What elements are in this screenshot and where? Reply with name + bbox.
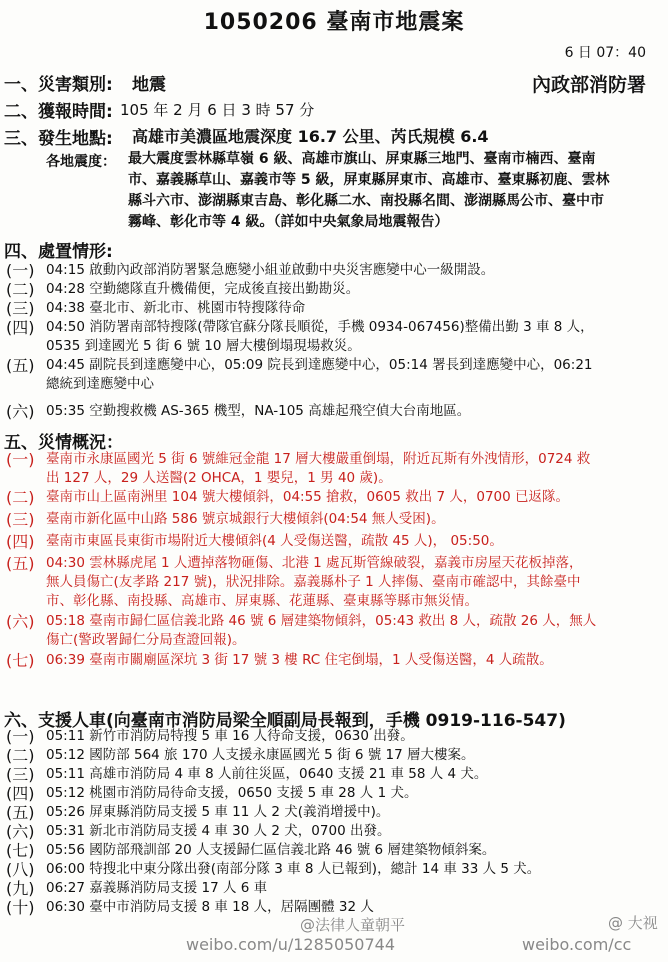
item-number: (六) [6,612,35,631]
item-number: (四) [6,784,35,803]
watermark-url-left: weibo.com/u/1285050744 [186,935,396,954]
support-item [6,860,664,879]
item-text [46,860,664,879]
item-text-line: 06:27 嘉義縣消防局支援 17 人 6 車 [46,880,268,896]
item-text-line: 傷亡(警政署歸仁分局查證回報)。 [46,632,246,648]
damage-item [6,612,664,650]
item-text-line: 臺南市東區長東街市場附近大樓傾斜(4 人受傷送醫，疏散 45 人)， 05:50。 [46,533,503,549]
item-number: (六) [6,402,35,421]
disposal-item [6,280,664,299]
item-text [46,841,664,860]
item-number: (四) [6,318,35,337]
item-number: (二) [6,280,35,299]
item-text [46,299,664,318]
category-label: 一、災害類別: [4,75,113,95]
item-number: (二) [6,746,35,765]
item-text-line: 04:45 副院長到達應變中心，05:09 院長到達應變中心，05:14 署長到達應變中心，06:21 [46,357,593,373]
document-title: 1050206 臺南市地震案 [203,10,465,35]
item-text-line: 05:56 國防部飛訓部 20 人支援歸仁區信義北路 46 號 6 層建築物傾斜案。 [46,842,496,858]
damage-item [6,554,664,611]
damage-item [6,510,664,529]
item-number: (二) [6,488,35,507]
damage-item [6,651,664,670]
damage-item [6,450,664,488]
report-time-value: 105 年 2 月 6 日 3 時 57 分 [120,101,315,119]
item-text [46,612,664,650]
item-number: (四) [6,532,35,551]
item-number: (五) [6,554,35,573]
item-text [46,554,664,611]
item-number: (三) [6,765,35,784]
item-text [46,510,664,529]
location-label: 三、發生地點: [4,129,113,149]
item-text [46,651,664,670]
item-text-line: 04:38 臺北市、新北市、桃園市特搜隊待命 [46,300,306,316]
issuing-organization: 內政部消防署 [531,74,646,96]
intensity-line: 霧峰、彰化市等 4 級。（詳如中央氣象局地震報告） [128,214,449,230]
item-text [46,822,664,841]
item-text-line: 04:15 啟動內政部消防署緊急應變小組並啟動中央災害應變中心一級開設。 [46,262,495,278]
intensity-line: 最大震度雲林縣草嶺 6 級、高雄市旗山、屏東縣三地門、臺南市楠西、臺南 [128,151,596,167]
item-text-line: 06:00 特搜北中東分隊出發(南部分隊 3 車 8 人已報到)，總計 14 車 33 人 5 犬。 [46,861,541,877]
item-text-line: 05:26 屏東縣消防局支援 5 車 11 人 2 犬(義消增援中)。 [46,804,390,820]
item-text [46,488,664,507]
item-text [46,765,664,784]
item-text-line: 05:12 桃園市消防局待命支援，0650 支援 5 車 28 人 1 犬。 [46,785,418,801]
support-item [6,784,664,803]
item-text-line: 04:28 空勤總隊直升機備便，完成後直接出勤勘災。 [46,281,360,297]
location-value: 高雄市美濃區地震深度 16.7 公里、芮氏規模 6.4 [132,127,489,146]
disposal-item [6,318,664,356]
item-text [46,280,664,299]
item-text [46,532,664,551]
category-value: 地震 [132,75,166,95]
item-number: (七) [6,651,35,670]
item-text-line: 05:35 空勤搜救機 AS-365 機型，NA-105 高雄起飛空偵大台南地區。 [46,403,471,419]
section-heading-disposal: 四、處置情形: [4,242,113,262]
support-item [6,841,664,860]
item-text [46,261,664,280]
report-time: 6 日 07：40 [564,45,646,61]
item-text [46,402,664,421]
item-text-line: 市、彰化縣、南投縣、高雄市、屏東縣、花蓮縣、臺東縣等縣市無災情。 [46,593,478,609]
item-text-line: 總統到達應變中心 [46,376,154,392]
item-number: (六) [6,822,35,841]
support-item [6,879,664,898]
item-number: (一) [6,450,35,469]
item-text-line: 06:30 臺中市消防局支援 8 車 18 人，居隔團體 32 人 [46,899,374,915]
watermark-corner: @ 大视 [608,914,658,932]
item-text [46,746,664,765]
item-number: (八) [6,860,35,879]
item-text [46,784,664,803]
section-heading-support: 六、支援人車(向臺南市消防局梁全順副局長報到，手機 0919-116-547) [4,711,566,731]
item-text-line: 0535 到達國光 5 街 6 號 10 層大樓倒塌現場救災。 [46,338,361,354]
item-number: (九) [6,879,35,898]
support-item [6,822,664,841]
item-text-line: 06:39 臺南市關廟區深坑 3 街 17 號 3 樓 RC 住宅倒塌，1 人受傷送醫，4 人疏散。 [46,652,553,668]
item-number: (三) [6,510,35,529]
disposal-item [6,356,664,394]
damage-item [6,488,664,507]
item-text-line: 05:11 新竹市消防局特搜 5 車 16 人待命支援，0630 出發。 [46,728,414,744]
item-text [46,318,664,356]
item-number: (七) [6,841,35,860]
item-text-line: 無人員傷亡(友孝路 217 號)，狀況排除。嘉義縣朴子 1 人摔傷、臺南市確認中，其餘臺中 [46,574,581,590]
support-item [6,765,664,784]
item-text-line: 04:30 雲林縣虎尾 1 人遭掉落物砸傷、北港 1 處瓦斯管線破裂，嘉義市房屋天花板掉落， [46,555,583,571]
report-time-label: 二、獲報時間: [4,102,113,122]
item-number: (一) [6,727,35,746]
item-text [46,727,664,746]
item-text-line: 臺南市山上區南洲里 104 號大樓傾斜，04:55 搶救，0605 救出 7 人，0700 已返隊。 [46,489,570,505]
item-number: (一) [6,261,35,280]
item-number: (五) [6,803,35,822]
item-number: (五) [6,356,35,375]
damage-item [6,532,664,551]
disposal-item [6,261,664,280]
item-text-line: 05:18 臺南市歸仁區信義北路 46 號 6 層建築物傾斜，05:43 救出 8 人，疏散 26 人，無人 [46,613,597,629]
item-number: (十) [6,898,35,917]
item-text-line: 05:11 高雄市消防局 4 車 8 人前往災區，0640 支援 21 車 58 人 4 犬。 [46,766,488,782]
item-text-line: 05:12 國防部 564 旅 170 人支援永康區國光 5 街 6 號 17 層大樓案。 [46,747,475,763]
item-text-line: 05:31 新北市消防局支援 4 車 30 人 2 犬，0700 出發。 [46,823,391,839]
item-text [46,356,664,394]
disposal-item [6,299,664,318]
intensity-line: 縣斗六市、澎湖縣東吉島、彰化縣二水、南投縣名間、澎湖縣馬公市、臺中市 [128,193,604,209]
disposal-item [6,402,664,421]
intensity-label: 各地震度： [46,154,116,170]
watermark-url-right: weibo.com/cc [522,935,632,954]
item-text-line: 出 127 人，29 人送醫(2 OHCA，1 嬰兒，1 男 40 歲)。 [46,470,392,486]
item-text [46,879,664,898]
item-text-line: 04:50 消防署南部特搜隊(帶隊官蘇分隊長順從，手機 0934-067456)整備出勤 3 車 8 人， [46,319,594,335]
support-item [6,727,664,746]
item-text [46,450,664,488]
item-text-line: 臺南市永康區國光 5 街 6 號維冠金龍 17 層大樓嚴重倒塌，附近瓦斯有外洩情形，0724 救 [46,451,591,467]
intensity-line: 市、嘉義縣草山、嘉義市等 5 級，屏東縣屏東市、高雄市、臺東縣初鹿、雲林 [128,172,610,188]
section-heading-damage: 五、災情概況： [4,433,123,453]
support-item [6,746,664,765]
item-text [46,803,664,822]
item-text-line: 臺南市新化區中山路 586 號京城銀行大樓傾斜(04:54 無人受困)。 [46,511,445,527]
watermark-handle: @法律人童朝平 [300,916,406,934]
support-item [6,803,664,822]
item-number: (三) [6,299,35,318]
